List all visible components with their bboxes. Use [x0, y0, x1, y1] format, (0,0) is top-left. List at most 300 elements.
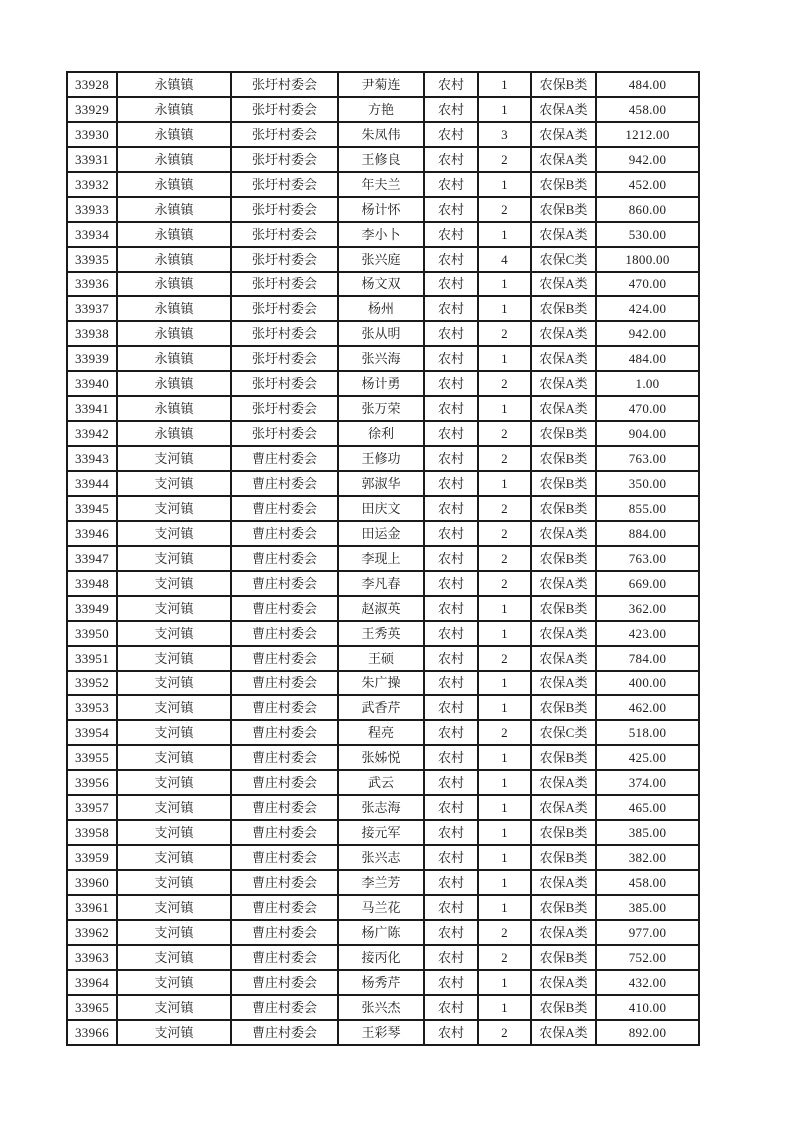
cell-amount: 452.00 [596, 172, 699, 197]
cell-residence-type: 农村 [424, 546, 478, 571]
cell-person-name: 张姊悦 [338, 745, 424, 770]
cell-person-count: 2 [478, 1020, 531, 1045]
cell-serial-number: 33931 [67, 147, 117, 172]
cell-village-committee: 张圩村委会 [231, 371, 338, 396]
cell-serial-number: 33930 [67, 122, 117, 147]
cell-person-count: 1 [478, 745, 531, 770]
cell-residence-type: 农村 [424, 695, 478, 720]
cell-person-count: 1 [478, 222, 531, 247]
cell-amount: 424.00 [596, 296, 699, 321]
cell-serial-number: 33958 [67, 820, 117, 845]
cell-amount: 458.00 [596, 97, 699, 122]
cell-person-count: 4 [478, 247, 531, 272]
cell-insurance-category: 农保A类 [531, 272, 596, 297]
cell-person-count: 1 [478, 970, 531, 995]
cell-residence-type: 农村 [424, 346, 478, 371]
cell-serial-number: 33959 [67, 845, 117, 870]
cell-serial-number: 33940 [67, 371, 117, 396]
cell-insurance-category: 农保A类 [531, 122, 596, 147]
cell-village-committee: 曹庄村委会 [231, 820, 338, 845]
cell-person-name: 张兴庭 [338, 247, 424, 272]
cell-residence-type: 农村 [424, 820, 478, 845]
table-row [67, 671, 699, 696]
cell-village-committee: 曹庄村委会 [231, 521, 338, 546]
cell-residence-type: 农村 [424, 296, 478, 321]
cell-residence-type: 农村 [424, 396, 478, 421]
cell-village-committee: 曹庄村委会 [231, 770, 338, 795]
cell-serial-number: 33947 [67, 546, 117, 571]
cell-insurance-category: 农保B类 [531, 446, 596, 471]
cell-town: 支河镇 [117, 546, 231, 571]
cell-village-committee: 张圩村委会 [231, 97, 338, 122]
cell-person-count: 1 [478, 272, 531, 297]
cell-insurance-category: 农保C类 [531, 247, 596, 272]
cell-person-count: 2 [478, 646, 531, 671]
records-table [66, 71, 700, 1046]
cell-person-name: 赵淑英 [338, 596, 424, 621]
cell-town: 永镇镇 [117, 172, 231, 197]
cell-person-name: 杨州 [338, 296, 424, 321]
cell-person-name: 朱凤伟 [338, 122, 424, 147]
cell-village-committee: 张圩村委会 [231, 172, 338, 197]
cell-serial-number: 33932 [67, 172, 117, 197]
cell-insurance-category: 农保B类 [531, 820, 596, 845]
cell-residence-type: 农村 [424, 970, 478, 995]
cell-person-count: 1 [478, 870, 531, 895]
cell-person-count: 1 [478, 695, 531, 720]
cell-insurance-category: 农保B类 [531, 72, 596, 97]
cell-residence-type: 农村 [424, 222, 478, 247]
cell-person-name: 田运金 [338, 521, 424, 546]
cell-town: 永镇镇 [117, 72, 231, 97]
cell-insurance-category: 农保B类 [531, 695, 596, 720]
cell-residence-type: 农村 [424, 945, 478, 970]
cell-town: 支河镇 [117, 745, 231, 770]
cell-person-name: 李现上 [338, 546, 424, 571]
cell-person-count: 2 [478, 920, 531, 945]
table-row [67, 421, 699, 446]
cell-residence-type: 农村 [424, 571, 478, 596]
table-row [67, 571, 699, 596]
cell-town: 支河镇 [117, 920, 231, 945]
cell-insurance-category: 农保A类 [531, 970, 596, 995]
cell-village-committee: 曹庄村委会 [231, 895, 338, 920]
cell-residence-type: 农村 [424, 1020, 478, 1045]
table-row [67, 446, 699, 471]
cell-residence-type: 农村 [424, 197, 478, 222]
cell-person-name: 王修良 [338, 147, 424, 172]
cell-insurance-category: 农保B类 [531, 596, 596, 621]
cell-town: 支河镇 [117, 795, 231, 820]
cell-person-count: 3 [478, 122, 531, 147]
table-row [67, 895, 699, 920]
cell-village-committee: 曹庄村委会 [231, 621, 338, 646]
cell-person-name: 王秀英 [338, 621, 424, 646]
cell-residence-type: 农村 [424, 172, 478, 197]
cell-person-name: 王修功 [338, 446, 424, 471]
cell-town: 支河镇 [117, 895, 231, 920]
cell-town: 支河镇 [117, 870, 231, 895]
cell-residence-type: 农村 [424, 895, 478, 920]
cell-person-name: 郭淑华 [338, 471, 424, 496]
table-row [67, 995, 699, 1020]
cell-person-name: 杨秀芹 [338, 970, 424, 995]
cell-village-committee: 曹庄村委会 [231, 995, 338, 1020]
cell-serial-number: 33948 [67, 571, 117, 596]
cell-insurance-category: 农保B类 [531, 471, 596, 496]
cell-village-committee: 张圩村委会 [231, 396, 338, 421]
cell-person-count: 2 [478, 720, 531, 745]
cell-serial-number: 33934 [67, 222, 117, 247]
table-row [67, 371, 699, 396]
cell-amount: 374.00 [596, 770, 699, 795]
cell-village-committee: 张圩村委会 [231, 272, 338, 297]
cell-amount: 1800.00 [596, 247, 699, 272]
cell-town: 支河镇 [117, 471, 231, 496]
cell-amount: 385.00 [596, 820, 699, 845]
cell-residence-type: 农村 [424, 795, 478, 820]
cell-person-count: 1 [478, 296, 531, 321]
cell-town: 永镇镇 [117, 147, 231, 172]
cell-town: 支河镇 [117, 720, 231, 745]
cell-serial-number: 33933 [67, 197, 117, 222]
cell-town: 永镇镇 [117, 247, 231, 272]
cell-residence-type: 农村 [424, 745, 478, 770]
cell-person-name: 武云 [338, 770, 424, 795]
table-row [67, 496, 699, 521]
cell-person-count: 1 [478, 72, 531, 97]
cell-town: 永镇镇 [117, 346, 231, 371]
cell-residence-type: 农村 [424, 72, 478, 97]
cell-residence-type: 农村 [424, 321, 478, 346]
cell-person-count: 2 [478, 371, 531, 396]
cell-insurance-category: 农保A类 [531, 1020, 596, 1045]
cell-insurance-category: 农保A类 [531, 346, 596, 371]
table-row [67, 122, 699, 147]
cell-insurance-category: 农保A类 [531, 920, 596, 945]
cell-serial-number: 33962 [67, 920, 117, 945]
cell-residence-type: 农村 [424, 247, 478, 272]
cell-insurance-category: 农保A类 [531, 870, 596, 895]
cell-village-committee: 曹庄村委会 [231, 970, 338, 995]
cell-person-name: 接丙化 [338, 945, 424, 970]
cell-amount: 904.00 [596, 421, 699, 446]
cell-amount: 470.00 [596, 272, 699, 297]
cell-serial-number: 33935 [67, 247, 117, 272]
cell-village-committee: 张圩村委会 [231, 321, 338, 346]
cell-person-count: 1 [478, 346, 531, 371]
cell-insurance-category: 农保A类 [531, 396, 596, 421]
cell-insurance-category: 农保A类 [531, 321, 596, 346]
cell-serial-number: 33951 [67, 646, 117, 671]
cell-serial-number: 33966 [67, 1020, 117, 1045]
cell-insurance-category: 农保B类 [531, 421, 596, 446]
cell-village-committee: 曹庄村委会 [231, 870, 338, 895]
cell-insurance-category: 农保A类 [531, 222, 596, 247]
cell-serial-number: 33965 [67, 995, 117, 1020]
table-row [67, 795, 699, 820]
cell-residence-type: 农村 [424, 720, 478, 745]
cell-person-name: 李凡春 [338, 571, 424, 596]
cell-insurance-category: 农保A类 [531, 571, 596, 596]
table-row [67, 296, 699, 321]
cell-village-committee: 张圩村委会 [231, 346, 338, 371]
cell-serial-number: 33941 [67, 396, 117, 421]
table-row [67, 72, 699, 97]
cell-amount: 784.00 [596, 646, 699, 671]
cell-amount: 362.00 [596, 596, 699, 621]
cell-town: 永镇镇 [117, 122, 231, 147]
cell-person-count: 2 [478, 321, 531, 346]
records-table-body [67, 72, 699, 1045]
cell-town: 支河镇 [117, 646, 231, 671]
cell-person-count: 1 [478, 172, 531, 197]
cell-serial-number: 33957 [67, 795, 117, 820]
cell-serial-number: 33937 [67, 296, 117, 321]
cell-amount: 465.00 [596, 795, 699, 820]
cell-village-committee: 曹庄村委会 [231, 920, 338, 945]
cell-person-count: 2 [478, 446, 531, 471]
table-row [67, 695, 699, 720]
cell-person-name: 张万荣 [338, 396, 424, 421]
cell-person-name: 马兰花 [338, 895, 424, 920]
table-row [67, 1020, 699, 1045]
cell-town: 支河镇 [117, 970, 231, 995]
cell-town: 支河镇 [117, 695, 231, 720]
cell-person-name: 接元军 [338, 820, 424, 845]
cell-residence-type: 农村 [424, 596, 478, 621]
cell-person-count: 2 [478, 546, 531, 571]
cell-amount: 432.00 [596, 970, 699, 995]
table-row [67, 396, 699, 421]
cell-town: 支河镇 [117, 671, 231, 696]
cell-village-committee: 张圩村委会 [231, 72, 338, 97]
cell-town: 支河镇 [117, 1020, 231, 1045]
cell-insurance-category: 农保B类 [531, 995, 596, 1020]
cell-village-committee: 曹庄村委会 [231, 795, 338, 820]
cell-residence-type: 农村 [424, 471, 478, 496]
cell-serial-number: 33939 [67, 346, 117, 371]
cell-serial-number: 33954 [67, 720, 117, 745]
table-row [67, 471, 699, 496]
table-row [67, 920, 699, 945]
cell-village-committee: 张圩村委会 [231, 222, 338, 247]
cell-serial-number: 33942 [67, 421, 117, 446]
cell-village-committee: 曹庄村委会 [231, 845, 338, 870]
cell-village-committee: 曹庄村委会 [231, 496, 338, 521]
cell-amount: 1.00 [596, 371, 699, 396]
cell-serial-number: 33945 [67, 496, 117, 521]
cell-person-name: 李兰芳 [338, 870, 424, 895]
cell-serial-number: 33953 [67, 695, 117, 720]
cell-person-name: 武香芹 [338, 695, 424, 720]
cell-village-committee: 张圩村委会 [231, 197, 338, 222]
cell-amount: 855.00 [596, 496, 699, 521]
cell-amount: 669.00 [596, 571, 699, 596]
cell-person-count: 1 [478, 97, 531, 122]
cell-serial-number: 33955 [67, 745, 117, 770]
table-row [67, 646, 699, 671]
cell-residence-type: 农村 [424, 97, 478, 122]
cell-person-name: 程亮 [338, 720, 424, 745]
cell-town: 支河镇 [117, 770, 231, 795]
cell-person-count: 1 [478, 671, 531, 696]
cell-village-committee: 张圩村委会 [231, 296, 338, 321]
cell-village-committee: 曹庄村委会 [231, 471, 338, 496]
cell-town: 支河镇 [117, 995, 231, 1020]
cell-amount: 484.00 [596, 72, 699, 97]
cell-person-name: 杨计怀 [338, 197, 424, 222]
cell-person-count: 2 [478, 571, 531, 596]
table-row [67, 222, 699, 247]
cell-person-name: 张兴海 [338, 346, 424, 371]
cell-town: 支河镇 [117, 621, 231, 646]
table-row [67, 97, 699, 122]
cell-amount: 470.00 [596, 396, 699, 421]
cell-person-count: 1 [478, 845, 531, 870]
cell-person-count: 1 [478, 820, 531, 845]
table-row [67, 272, 699, 297]
cell-person-count: 2 [478, 147, 531, 172]
table-row [67, 720, 699, 745]
cell-residence-type: 农村 [424, 496, 478, 521]
cell-town: 永镇镇 [117, 421, 231, 446]
table-row [67, 197, 699, 222]
cell-insurance-category: 农保A类 [531, 97, 596, 122]
cell-person-name: 尹菊连 [338, 72, 424, 97]
cell-insurance-category: 农保A类 [531, 521, 596, 546]
cell-amount: 425.00 [596, 745, 699, 770]
cell-town: 支河镇 [117, 496, 231, 521]
cell-person-count: 1 [478, 471, 531, 496]
cell-amount: 892.00 [596, 1020, 699, 1045]
cell-village-committee: 曹庄村委会 [231, 671, 338, 696]
cell-person-count: 1 [478, 895, 531, 920]
cell-town: 永镇镇 [117, 97, 231, 122]
cell-amount: 385.00 [596, 895, 699, 920]
cell-serial-number: 33929 [67, 97, 117, 122]
cell-amount: 884.00 [596, 521, 699, 546]
cell-serial-number: 33938 [67, 321, 117, 346]
cell-village-committee: 曹庄村委会 [231, 720, 338, 745]
cell-amount: 400.00 [596, 671, 699, 696]
cell-town: 永镇镇 [117, 396, 231, 421]
cell-insurance-category: 农保B类 [531, 546, 596, 571]
table-row [67, 321, 699, 346]
cell-residence-type: 农村 [424, 920, 478, 945]
cell-town: 永镇镇 [117, 197, 231, 222]
cell-person-count: 2 [478, 421, 531, 446]
cell-person-name: 张从明 [338, 321, 424, 346]
cell-person-count: 2 [478, 496, 531, 521]
cell-residence-type: 农村 [424, 122, 478, 147]
cell-village-committee: 张圩村委会 [231, 247, 338, 272]
cell-village-committee: 曹庄村委会 [231, 596, 338, 621]
cell-person-name: 杨广陈 [338, 920, 424, 945]
cell-residence-type: 农村 [424, 621, 478, 646]
cell-person-count: 2 [478, 521, 531, 546]
cell-town: 永镇镇 [117, 222, 231, 247]
cell-person-count: 1 [478, 621, 531, 646]
cell-town: 支河镇 [117, 945, 231, 970]
cell-town: 支河镇 [117, 571, 231, 596]
cell-amount: 458.00 [596, 870, 699, 895]
cell-serial-number: 33950 [67, 621, 117, 646]
cell-residence-type: 农村 [424, 371, 478, 396]
cell-amount: 942.00 [596, 147, 699, 172]
cell-person-name: 张兴杰 [338, 995, 424, 1020]
cell-insurance-category: 农保B类 [531, 172, 596, 197]
cell-amount: 752.00 [596, 945, 699, 970]
table-row [67, 870, 699, 895]
cell-residence-type: 农村 [424, 646, 478, 671]
cell-insurance-category: 农保A类 [531, 770, 596, 795]
cell-serial-number: 33952 [67, 671, 117, 696]
cell-town: 支河镇 [117, 820, 231, 845]
cell-village-committee: 曹庄村委会 [231, 571, 338, 596]
cell-village-committee: 曹庄村委会 [231, 945, 338, 970]
cell-insurance-category: 农保A类 [531, 671, 596, 696]
cell-village-committee: 张圩村委会 [231, 147, 338, 172]
table-row [67, 172, 699, 197]
cell-village-committee: 曹庄村委会 [231, 695, 338, 720]
cell-serial-number: 33943 [67, 446, 117, 471]
table-row [67, 745, 699, 770]
cell-person-count: 1 [478, 396, 531, 421]
cell-serial-number: 33928 [67, 72, 117, 97]
cell-town: 支河镇 [117, 446, 231, 471]
table-row [67, 147, 699, 172]
cell-village-committee: 曹庄村委会 [231, 646, 338, 671]
table-row [67, 546, 699, 571]
cell-serial-number: 33946 [67, 521, 117, 546]
cell-person-name: 王硕 [338, 646, 424, 671]
cell-insurance-category: 农保A类 [531, 621, 596, 646]
cell-amount: 410.00 [596, 995, 699, 1020]
cell-insurance-category: 农保A类 [531, 147, 596, 172]
table-row [67, 346, 699, 371]
cell-serial-number: 33944 [67, 471, 117, 496]
cell-amount: 462.00 [596, 695, 699, 720]
cell-amount: 530.00 [596, 222, 699, 247]
cell-serial-number: 33956 [67, 770, 117, 795]
cell-serial-number: 33961 [67, 895, 117, 920]
cell-residence-type: 农村 [424, 845, 478, 870]
cell-town: 永镇镇 [117, 371, 231, 396]
cell-insurance-category: 农保B类 [531, 745, 596, 770]
cell-village-committee: 张圩村委会 [231, 421, 338, 446]
cell-person-name: 朱广操 [338, 671, 424, 696]
cell-person-count: 1 [478, 795, 531, 820]
cell-amount: 942.00 [596, 321, 699, 346]
cell-residence-type: 农村 [424, 421, 478, 446]
cell-village-committee: 曹庄村委会 [231, 745, 338, 770]
cell-town: 永镇镇 [117, 296, 231, 321]
cell-insurance-category: 农保C类 [531, 720, 596, 745]
table-row [67, 621, 699, 646]
cell-person-count: 2 [478, 945, 531, 970]
cell-residence-type: 农村 [424, 995, 478, 1020]
cell-village-committee: 曹庄村委会 [231, 546, 338, 571]
cell-residence-type: 农村 [424, 671, 478, 696]
cell-insurance-category: 农保A类 [531, 371, 596, 396]
cell-person-count: 1 [478, 770, 531, 795]
cell-residence-type: 农村 [424, 272, 478, 297]
cell-town: 支河镇 [117, 596, 231, 621]
cell-serial-number: 33960 [67, 870, 117, 895]
cell-town: 支河镇 [117, 845, 231, 870]
cell-residence-type: 农村 [424, 770, 478, 795]
